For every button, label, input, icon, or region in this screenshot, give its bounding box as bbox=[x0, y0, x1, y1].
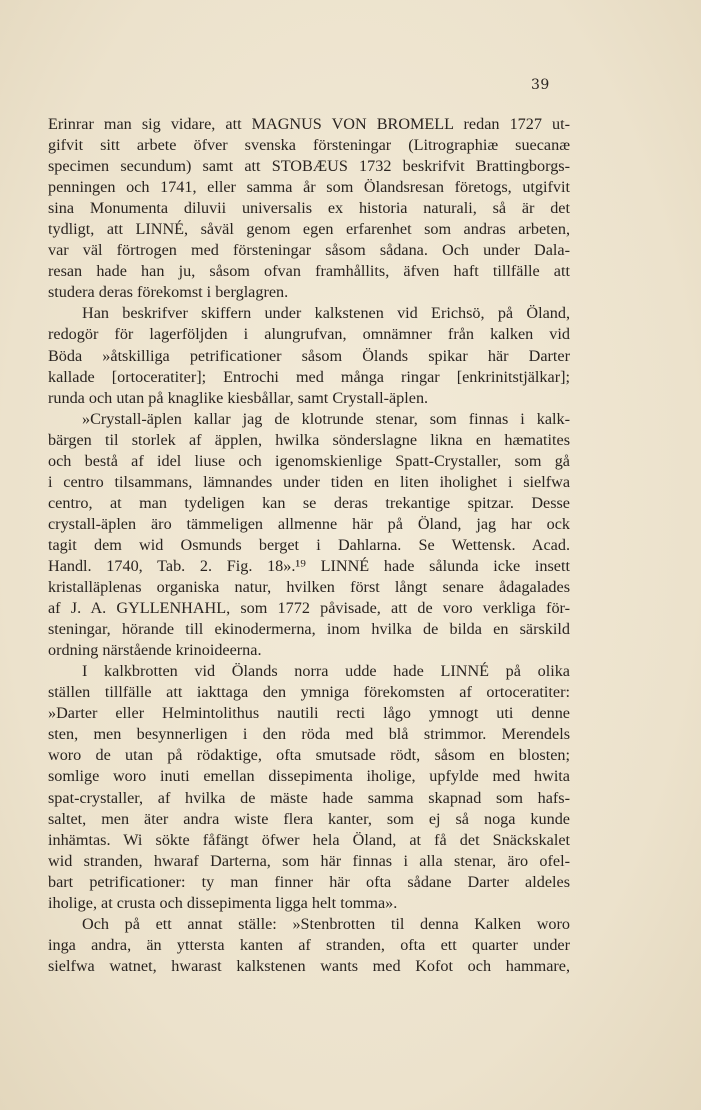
text-line: redogör för lagerföljden i alungrufvan, omnämner från kalken vid bbox=[48, 325, 570, 344]
text-line: iholige, at crusta och dissepimenta ligga helt tomma». bbox=[48, 893, 398, 912]
text-line: tydligt, att LINNÉ, såväl genom egen erfarenhet som andras arbeten, bbox=[48, 220, 570, 239]
text-line: resan hade han ju, såsom ofvan framhållits, äfven haft tillfälle att bbox=[48, 262, 570, 281]
text-line: spat-crystaller, af hvilka de mäste hade samma skapnad som hafs- bbox=[48, 788, 570, 807]
page-number: 39 bbox=[531, 77, 550, 93]
text-line: ställen tillfälle att iakttaga den ymniga förekomsten af ortoceratiter: bbox=[48, 683, 570, 702]
text-line: »Crystall-äplen kallar jag de klotrunde stenar, som finnas i kalk- bbox=[82, 409, 570, 428]
text-line: specimen secundum) samt att STOBÆUS 1732 beskrifvit Brattingborgs- bbox=[48, 157, 570, 176]
text-line: inhämtas. Wi sökte fåfängt öfwer hela Öland, at få det Snäckskalet bbox=[48, 830, 570, 849]
text-line: tagit dem wid Osmunds berget i Dahlarna. Se Wettensk. Acad. bbox=[48, 535, 570, 554]
text-line: bärgen til storlek af äpplen, hwilka sönderslagne likna en hæmatites bbox=[48, 430, 570, 449]
text-line: Böda »åtskilliga petrificationer såsom Ölands spikar här Darter bbox=[48, 346, 570, 365]
text-line: sina Monumenta diluvii universalis ex historia naturali, så är det bbox=[48, 199, 570, 218]
text-line: I kalkbrotten vid Ölands norra udde hade LINNÉ på olika bbox=[82, 662, 570, 681]
text-line: runda och utan på knaglike kiesbållar, samt Crystall-äplen. bbox=[48, 388, 429, 407]
text-line: sielfwa watnet, hwarast kalkstenen wants med Kofot och hammare, bbox=[48, 956, 570, 975]
text-line: bart petrificationer: ty man finner här ofta sådane Darter aldeles bbox=[48, 872, 570, 891]
text-line: ordning närstående krinoideerna. bbox=[48, 641, 262, 660]
text-line: Och på ett annat ställe: »Stenbrotten til denna Kalken woro bbox=[82, 914, 570, 933]
text-line: i centro tilsammans, lämnandes under tiden en liten iholighet i sielfwa bbox=[48, 472, 570, 491]
text-line: Han beskrifver skiffern under kalkstenen vid Erichsö, på Öland, bbox=[82, 304, 570, 323]
text-line: wid stranden, hwaraf Darterna, som här finnas i alla stenar, äro ofel- bbox=[48, 851, 570, 870]
text-line: kristalläplenas organiska natur, hvilken först långt senare ådagalades bbox=[48, 578, 570, 597]
text-line: saltet, men äter andra wiste flera kanter, som ej så noga kunde bbox=[48, 809, 570, 828]
text-line: af J. A. GYLLENHAHL, som 1772 påvisade, att de voro verkliga för- bbox=[48, 599, 570, 618]
text-line: gifvit sitt arbete öfver svenska försteningar (Litrographiæ suecanæ bbox=[48, 136, 570, 155]
text-line: centro, at man tydeligen kan se deras trekantige spitzar. Desse bbox=[48, 493, 570, 512]
text-line: kallade [ortoceratiter]; Entrochi med många ringar [enkrinitstjälkar]; bbox=[48, 367, 570, 386]
text-line: och bestå af idel liuse och igenomskienlige Spatt-Crystaller, som gå bbox=[48, 451, 570, 470]
text-line: studera deras förekomst i berglagren. bbox=[48, 283, 289, 302]
text-line: Erinrar man sig vidare, att MAGNUS VON BROMELL redan 1727 ut- bbox=[48, 115, 570, 133]
text-line: somlige woro inuti emellan dissepimenta iholige, upfylde med hwita bbox=[48, 767, 570, 786]
body-text bbox=[48, 114, 570, 977]
text-line: Handl. 1740, Tab. 2. Fig. 18».¹⁹ LINNÉ hade sålunda icke insett bbox=[48, 556, 570, 575]
text-line: crystall-äplen äro tämmeligen allmenne här på Öland, jag har ock bbox=[48, 514, 570, 533]
text-line: woro de utan på rödaktige, ofta smutsade rödt, såsom en blosten; bbox=[48, 746, 570, 765]
text-line: var väl förtrogen med försteningar såsom sådana. Och under Dala- bbox=[48, 241, 570, 260]
text-line: inga andra, än yttersta kanten af stranden, ofta ett quarter under bbox=[48, 935, 570, 954]
text-line: sten, men besynnerligen i den röda med blå strimmor. Merendels bbox=[48, 725, 570, 744]
text-line: penningen och 1741, eller samma år som Ölandsresan företogs, utgifvit bbox=[48, 178, 570, 197]
text-line: »Darter eller Helmintolithus nautili recti lågo ymnogt uti denne bbox=[48, 704, 570, 723]
text-line: steningar, hörande till ekinodermerna, inom hvilka de bilda en särskild bbox=[48, 620, 570, 639]
